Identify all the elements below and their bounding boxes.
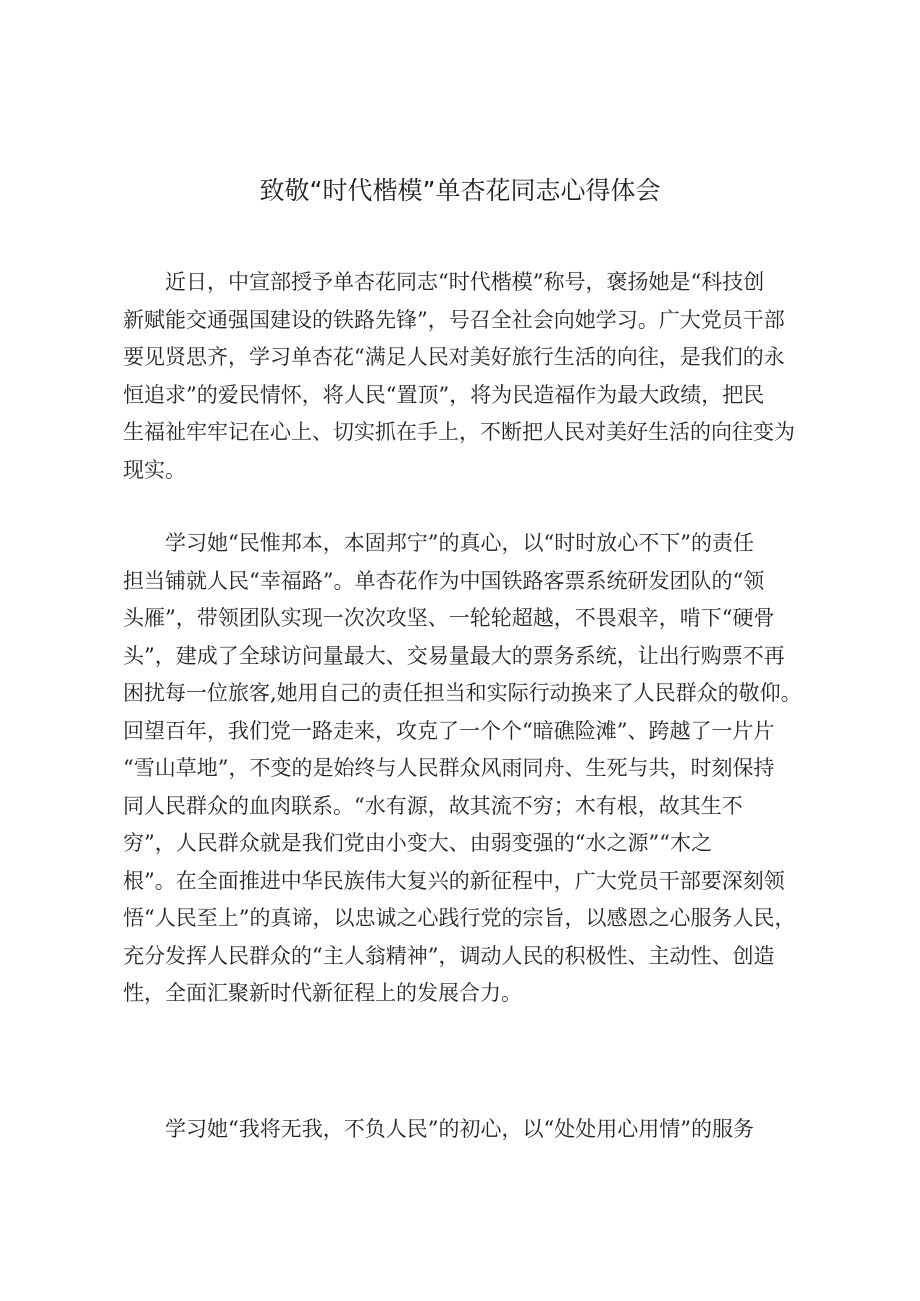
text-line: 学习她“我将无我，不负人民”的初心，以“处处用心用情”的服务 (165, 1117, 754, 1141)
text-line: 充分发挥人民群众的“主人翁精神”，调动人民的积极性、主动性、创造 (123, 943, 775, 968)
paragraph-2 (123, 525, 813, 1013)
text-line: 担当铺就人民“幸福路”。单杏花作为中国铁路客票系统研发团队的“领 (123, 568, 765, 593)
text-line: 恒追求”的爱民情怀，将人民“置顶”，将为民造福作为最大政绩，把民 (123, 382, 765, 407)
text-line: 近日，中宣部授予单杏花同志“时代楷模”称号，褒扬她是“科技创 (165, 270, 765, 294)
paragraph-1 (123, 264, 813, 489)
text-line: 同人民群众的血肉联系。“水有源，故其流不穷；木有根，故其生不 (123, 793, 743, 818)
text-line: “雪山草地”，不变的是始终与人民群众风雨同舟、生死与共，时刻保持 (123, 756, 775, 780)
text-line: 学习她“民惟邦本，本固邦宁”的真心，以“时时放心不下”的责任 (165, 531, 754, 555)
document-title: 致敬“时代楷模”单杏花同志心得体会 (259, 176, 661, 205)
text-line: 困扰每一位旅客,她用自己的责任担当和实际行动换来了人民群众的敬仰。 (123, 681, 802, 705)
text-line: 性，全面汇聚新时代新征程上的发展合力。 (123, 981, 522, 1005)
text-line: 生福祉牢牢记在心上、切实抓在手上，不断把人民对美好生活的向往变为 (123, 420, 795, 444)
text-line: 现实。 (123, 457, 186, 482)
paragraph-3 (123, 1111, 813, 1149)
text-line: 回望百年，我们党一路走来，攻克了一个个“暗礁险滩”、跨越了一片片 (123, 718, 775, 743)
text-line: 要见贤思齐，学习单杏花“满足人民对美好旅行生活的向往，是我们的永 (123, 345, 785, 369)
text-line: 头雁”，带领团队实现一次次攻坚、一轮轮超越，不畏艰辛，啃下“硬骨 (123, 606, 775, 630)
text-line: 悟“人民至上”的真谛，以忠诚之心践行党的宗旨，以感恩之心服务人民， (123, 906, 796, 930)
text-line: 头”，建成了全球访问量最大、交易量最大的票务系统，让出行购票不再 (123, 643, 785, 668)
text-line: 穷”，人民群众就是我们党由小变大、由弱变强的“水之源”“木之 (123, 831, 712, 855)
text-line: 根”。在全面推进中华民族伟大复兴的新征程中，广大党员干部要深刻领 (123, 868, 785, 893)
text-line: 新赋能交通强国建设的铁路先锋”，号召全社会向她学习。广大党员干部 (123, 307, 785, 332)
